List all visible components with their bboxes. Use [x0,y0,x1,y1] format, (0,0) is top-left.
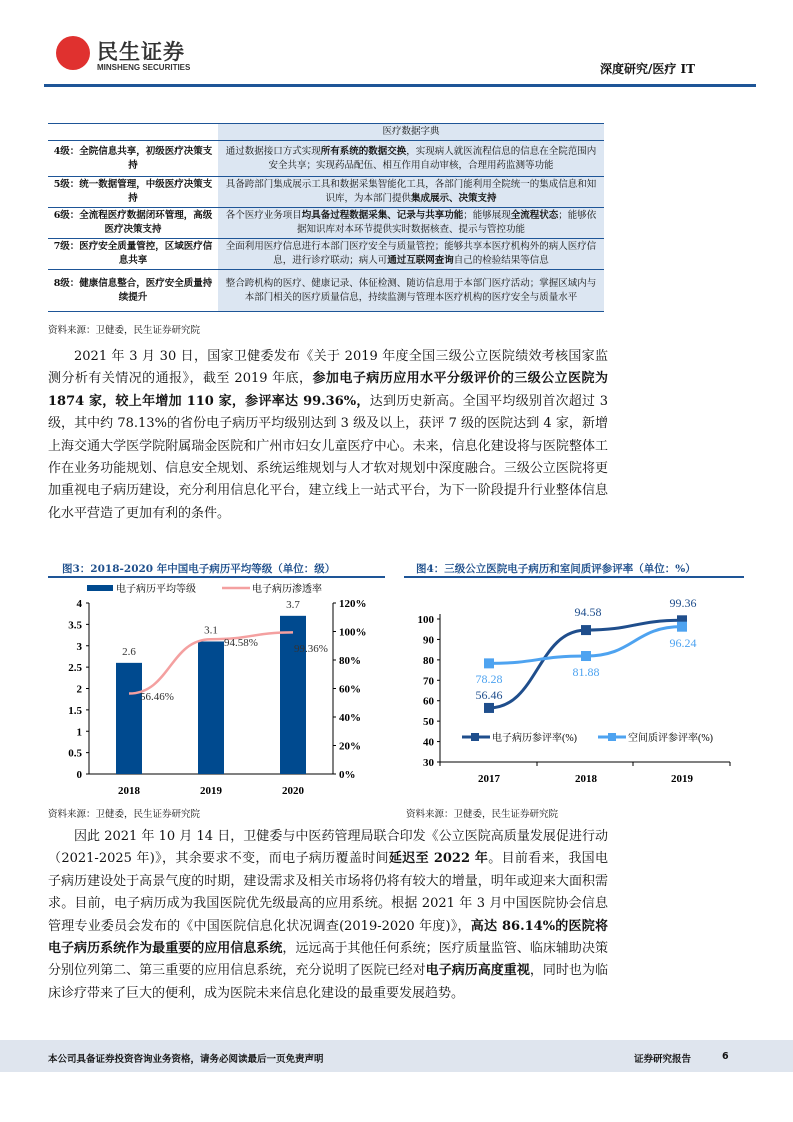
y-tick-label: 1 [76,726,82,739]
data-label: 78.28 [475,672,503,686]
legend-marker [471,733,479,741]
data-label: 56.46 [475,688,503,702]
y-tick-label: 1.5 [68,704,82,717]
level-cell: 6级：全流程医疗数据闭环管理，高级医疗决策支持 [48,208,218,239]
line-label: 99.36% [294,643,328,655]
bar [280,616,306,774]
y2-tick-label: 20% [339,740,361,753]
level-cell: 4级：全院信息共享，初级医疗决策支持 [48,141,218,177]
description-run: 各个医疗业务项目 [225,210,302,221]
x-tick-label: 2019 [671,773,693,785]
legend-label: 空间质评参评率(%) [628,733,713,744]
logo-text: 民生证券 [97,40,185,64]
legend-bar-swatch [87,585,113,591]
figure-3-title: 图3：2018-2020 年中国电子病历平均等级（单位：级） [62,563,336,575]
level-cell: 7级：医疗安全质量管控，区域医疗信息共享 [48,239,218,270]
description-run: 整合跨机构的医疗、健康记录、体征检测、随访信息用于本部门医疗活动；掌握区域内与本部门相关的医疗质量信息，持续监测与管理本医疗机构的医疗安全与质量水平 [225,277,597,303]
description-run: 具备跨部门集成展示工具和数据采集智能化工具，各部门能利用全院统一的集成信息和知识库，为本部门提供 [225,179,597,204]
data-marker [581,625,591,635]
y-tick-label: 2.5 [68,662,82,675]
table-header: 医疗数据字典 [218,124,604,141]
text-run: 。目前看来，我国电子病历建设处于高景气度的时期，建设需求及相关市场将仍将有较大的增量，明年或迎来大面积需求。目前，电子病历成为我国医院优先级最高的应用系统。根据 2021 年 3 月中国医院协会信息管理专业委员会发布的《中国医院信息化状况调查(2019-2020 年度)》， [48,851,609,934]
level-cell: 5级：统一数据管理，中级医疗决策支持 [48,177,218,208]
x-tick-label: 2018 [575,773,597,785]
x-tick-label: 2020 [282,785,304,797]
data-label: 94.58 [574,605,602,619]
figure-4-title: 图4：三级公立医院电子病历和室间质评参评率（单位：%） [416,563,696,575]
bar-label: 3.1 [204,624,218,637]
y-tick-label: 90 [423,634,434,647]
description-run: 通过数据接口方式实现 [225,145,321,157]
description-run: ；能够展现 [463,210,511,221]
line-label: 94.58% [224,637,258,649]
y2-tick-label: 60% [339,683,361,696]
y-tick-label: 30 [423,757,434,769]
logo-subtext: MINSHENG SECURITIES [97,63,191,72]
description-run: 通过互联网查询 [387,255,454,266]
paragraph-2 [48,826,608,1005]
bar [198,641,224,774]
description-run: 全面利用医疗信息进行本部门医疗安全与质量管控；能够共享本医疗机构外的病人医疗信息，进行诊疗联动；病人可 [225,241,597,266]
description-run: 所有系统的数据交换 [320,145,407,157]
data-label: 96.24 [669,636,697,650]
legend-label: 电子病历平均等级 [116,584,196,595]
y-tick-label: 4 [76,598,82,610]
text-run: 延迟至 2022 年 [388,851,489,867]
y-tick-label: 0 [76,769,82,781]
x-tick-label: 2019 [200,785,222,797]
data-marker [484,658,494,668]
figure-3-source: 资料来源：卫健委，民生证券研究院 [48,809,201,820]
text-run: ，同时也为临床诊疗带来了巨大的便利，成为医院未来信息化建设的最重要发展趋势。 [48,963,608,1001]
description-run: 均具备过程数据采集、记录与共享功能 [301,210,464,221]
bar-label: 3.7 [286,598,300,611]
text-run: 高达 86.14%的医院将电子病历系统作为最重要的应用信息系统 [48,918,608,957]
x-tick-label: 2017 [478,773,500,785]
y2-tick-label: 40% [339,712,361,724]
data-label: 81.88 [572,665,600,679]
data-marker [581,651,591,661]
text-run: 电子病历高度重视 [425,963,530,979]
figure-4-source: 资料来源：卫健委，民生证券研究院 [406,809,559,820]
data-marker [677,622,687,632]
y-tick-label: 50 [423,716,434,729]
level-cell: 8级：健康信息整合，医疗安全质量持续提升 [48,270,218,312]
legend-label: 电子病历参评率(%) [492,733,577,744]
description-run: 自己的检验结果等信息 [453,255,549,266]
description-run: ；能够依据知识库对本环节提供实时数据核查、提示与管控功能 [296,210,597,235]
legend-label: 电子病历渗透率 [252,584,322,595]
y2-tick-label: 80% [339,655,361,667]
description-run: 集成展示、决策支持 [411,193,497,204]
y-tick-label: 70 [423,675,434,688]
y-tick-label: 3 [76,640,82,653]
y2-tick-label: 100% [339,626,367,639]
text-run: 因此 2021 年 10 月 14 日，卫健委与中医药管理局联合印发《公立医院高质量发展促进行动（2021-2025 年)》，其余要求不变，而电子病历覆盖时间 [48,829,608,867]
line-label: 56.46% [140,691,174,703]
y-tick-label: 100 [417,614,434,626]
y2-tick-label: 120% [339,598,367,610]
y2-tick-label: 0% [339,769,356,781]
text-run: 参加电子病历应用水平分级评价的三级公立医院为 1874 家，较上年增加 110 家，参评率达 99.36%， [48,371,608,409]
legend-marker [608,733,616,741]
bar-label: 2.6 [122,645,136,658]
footer-disclaimer: 本公司具备证券投资咨询业务资格，请务必阅读最后一页免责声明 [48,1054,324,1065]
y-tick-label: 0.5 [68,747,82,760]
section-label: 深度研究/医疗 IT [600,62,696,76]
y-tick-label: 40 [423,736,434,749]
text-run: 2021 年 3 月 30 日，国家卫健委发布《关于 2019 年度全国三级公立医院绩效考核国家监测分析有关情况的通报》，截至 2019 年底， [48,349,608,387]
table-source: 资料来源：卫健委，民生证券研究院 [48,325,201,336]
text-run: 达到历史新高。全国平均级别首次超过 3 级，其中约 78.13%的省份电子病历平均级别达到 3 级及以上，获评 7 级的医院达到 4 家，新增上海交通大学医学院附属瑞金医院和广州市妇女儿童医疗中心。未来，信息化建设将与医院整体工作在业务功能规划、信息安全规划、系统运维规划与人才软对规划中深度融合。三级公立医院将更加重视电子病历建设，充分利用信息化平台，建立线上一站式平台，为下一阶段提升行业整体信息化水平营造了更加有利的条件。 [48,393,609,521]
text-run: ，远远高于其他任何系统；医疗质量监管、临床辅助决策分别位列第二、第三重要的应用信息系统，充分说明了医院已经对 [48,941,608,979]
y-tick-label: 2 [76,683,82,696]
footer-label: 证券研究报告 [634,1054,692,1065]
y-tick-label: 60 [423,695,434,708]
data-label: 99.36 [669,596,697,610]
x-tick-label: 2018 [118,785,140,797]
y-tick-label: 3.5 [68,619,82,632]
description-run: ，实现病人就医流程信息的信息在全院范围内安全共享；实现药品配伍、相互作用自动审核，合理用药监测等功能 [268,145,597,171]
description-run: 全流程状态 [510,210,559,221]
page-number: 6 [722,1051,729,1062]
bar [116,663,142,774]
y-tick-label: 80 [423,654,434,667]
data-marker [484,703,494,713]
